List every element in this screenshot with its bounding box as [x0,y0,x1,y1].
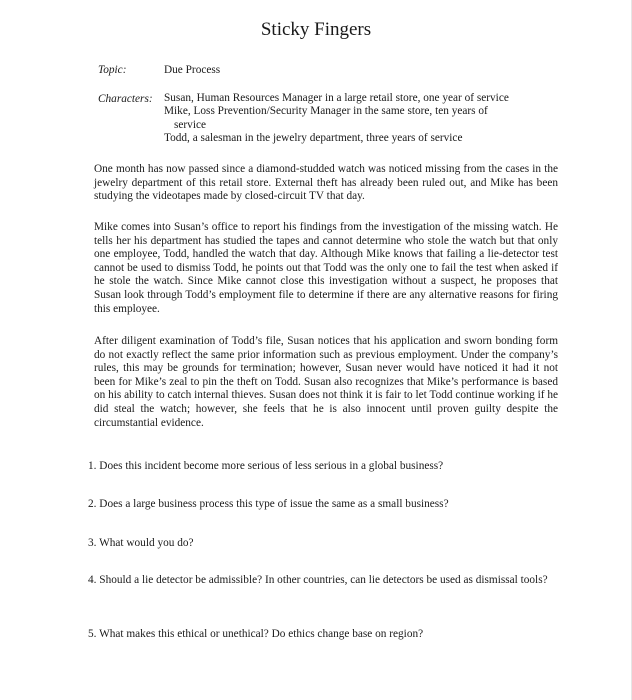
question-3: 3. What would you do? [88,537,194,549]
question-2: 2. Does a large business process this type of issue the same as a small business? [88,498,449,510]
paragraph-examination: After diligent examination of Todd’s file, Susan notices that his application and sworn bonding form do not exactly reflect the same prior information such as previous employment. Under the company’s rules, this may be grounds for termination; however, Susan never would have noticed it had it not been for Mike’s zeal to pin the theft on Todd. Susan also recognizes that Mike’s performance is based on his ability to catch internal thieves. Susan does not think it is fair to let Todd continue working if he did steal the watch; however, she feels that he is also innocent until proven guilty despite the circumstantial evidence. [94,335,558,429]
paragraph-investigation: Mike comes into Susan’s office to report his findings from the investigation of the missing watch. He tells her his department has studied the tapes and cannot determine who stole the watch but that only one employee, Todd, handled the watch that day. Although Mike knows that failing a lie-detector test cannot be used to dismiss Todd, he points out that Todd was the only one to fail the test when asked if he stole the watch. Since Mike cannot close this investigation without a suspect, he proposes that Susan look through Todd’s employment file to determine if there are any alternative reasons for firing this employee. [94,221,558,315]
page-title: Sticky Fingers [260,19,372,40]
topic-label: Topic: [98,64,127,76]
paragraph-intro: One month has now passed since a diamond-studded watch was noticed missing from the cases in the jewelry department of this retail store. External theft has already been ruled out, and Mike has been studying the videotapes made by closed-circuit TV that day. [94,163,558,203]
question-4: 4. Should a lie detector be admissible? In other countries, can lie detectors be used as dismissal tools? [88,574,548,586]
question-5: 5. What makes this ethical or unethical? Do ethics change base on region? [88,628,424,640]
question-1: 1. Does this incident become more serious of less serious in a global business? [88,460,444,472]
character-mike: Mike, Loss Prevention/Security Manager in the same store, ten years of [164,105,488,118]
characters-label: Characters: [98,93,153,105]
characters-list [164,92,564,145]
character-susan: Susan, Human Resources Manager in a large retail store, one year of service [164,92,509,104]
character-mike-continued: service [174,118,206,131]
topic-value: Due Process [164,64,221,76]
character-todd: Todd, a salesman in the jewelry department, three years of service [164,131,463,144]
